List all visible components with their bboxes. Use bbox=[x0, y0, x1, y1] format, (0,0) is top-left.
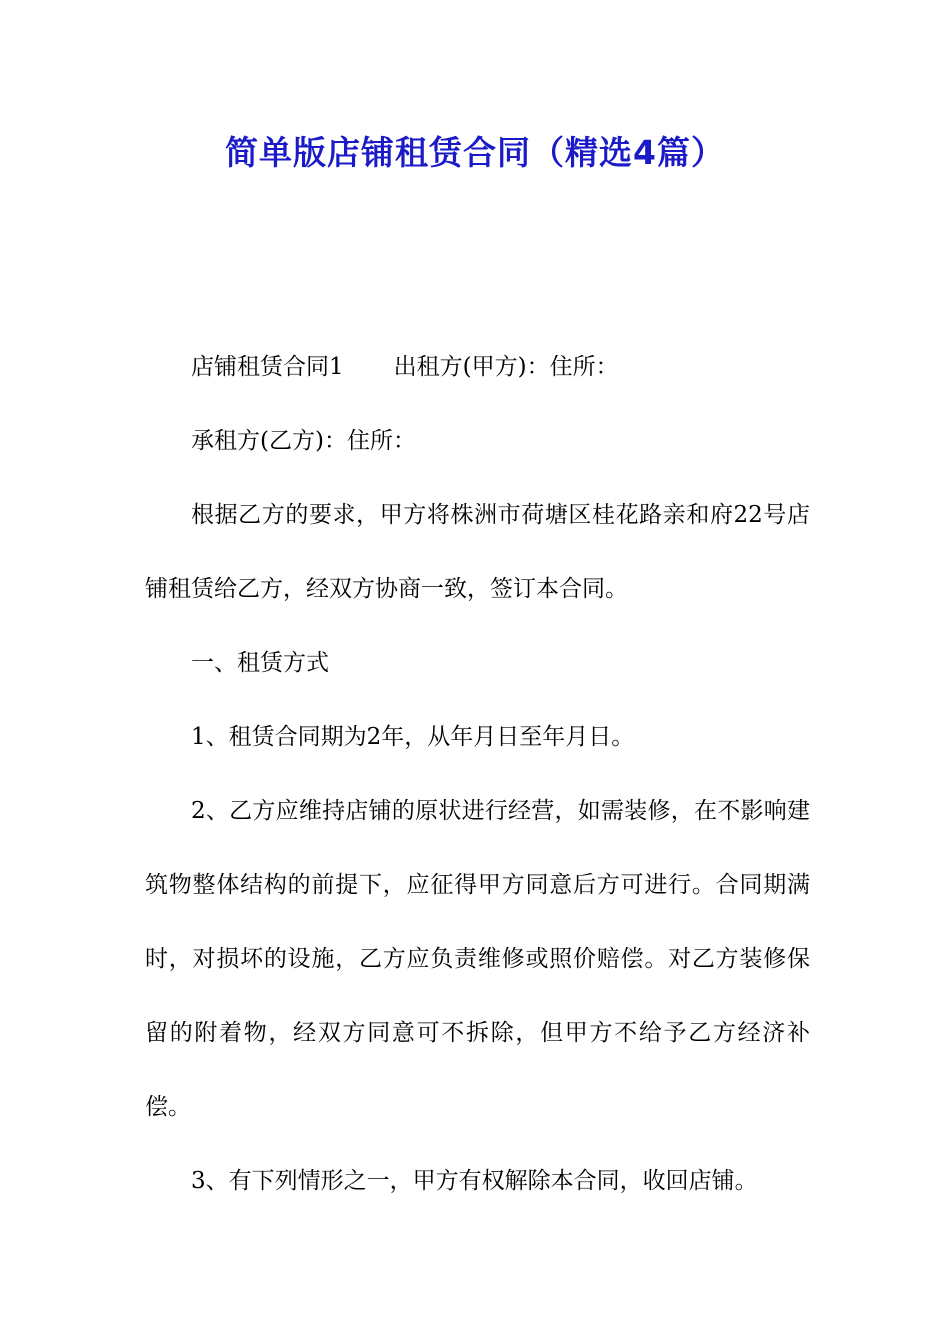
section-heading-lease-method: 一、租赁方式 bbox=[191, 650, 329, 676]
paragraph-intro: 根据乙方的要求，甲方将株洲市荷塘区桂花路亲和府22号店铺租赁给乙方，经双方协商一致，签订本合同。 bbox=[145, 502, 810, 602]
clause-1: 1、租赁合同期为2年，从年月日至年月日。 bbox=[191, 724, 635, 750]
lessor-label: 出租方(甲方)：住所： bbox=[393, 354, 619, 380]
clause-3: 3、有下列情形之一，甲方有权解除本合同，收回店铺。 bbox=[191, 1168, 758, 1194]
document-title: 简单版店铺租赁合同（精选4篇） bbox=[225, 133, 725, 172]
contract-number-label: 店铺租赁合同1 bbox=[191, 354, 344, 380]
clause-2: 2、乙方应维持店铺的原状进行经营，如需装修，在不影响建筑物整体结构的前提下，应征得甲方同意后方可进行。合同期满时，对损坏的设施，乙方应负责维修或照价赔偿。对乙方装修保留的附着物，经双方同意可不拆除，但甲方不给予乙方经济补偿。 bbox=[145, 798, 810, 1120]
paragraph-contract-header bbox=[145, 330, 810, 404]
paragraph-lessee: 承租方(乙方)：住所： bbox=[191, 428, 416, 454]
document-body bbox=[145, 330, 810, 1218]
